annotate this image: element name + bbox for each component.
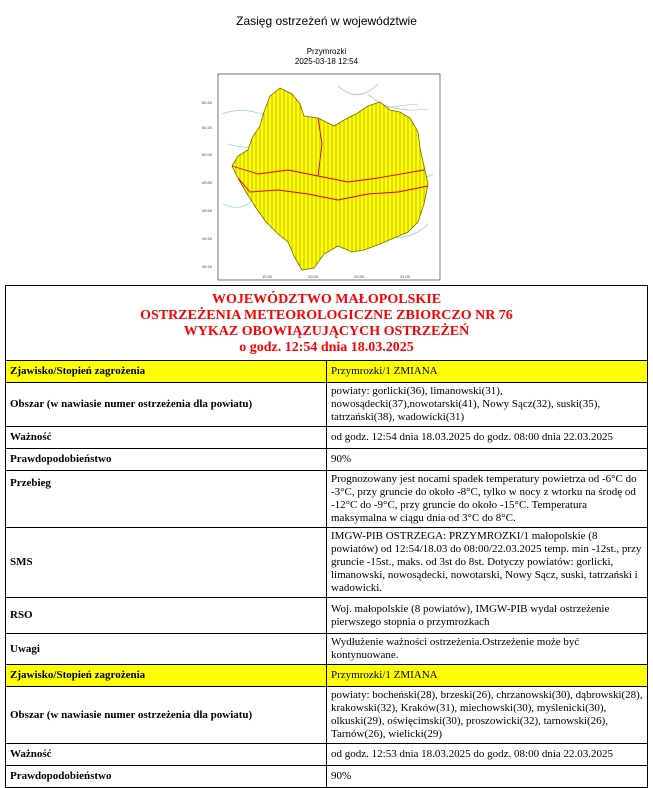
table-row xyxy=(6,598,648,634)
svg-text:49.20: 49.20 xyxy=(202,264,213,269)
row-value: powiaty: gorlicki(36), limanowski(31), nowosądecki(37),nowotarski(41), Nowy Sącz(32), suski(35), tatrzański(38), wadowicki(31) xyxy=(327,383,648,427)
row-label: Zjawisko/Stopień zagrożenia xyxy=(6,361,327,383)
map-heading: Zasięg ostrzeżeń w województwie xyxy=(236,14,417,28)
row-label: Prawdopodobieństwo xyxy=(6,766,327,788)
svg-text:19.50: 19.50 xyxy=(262,274,273,279)
table-row xyxy=(6,528,648,598)
table-row xyxy=(6,665,648,687)
warnings-table xyxy=(5,285,648,788)
row-value: Wydłużenie ważności ostrzeżenia.Ostrzeżenie może być kontynuowane. xyxy=(327,634,648,665)
row-value: od godz. 12:54 dnia 18.03.2025 do godz. 08:00 dnia 22.03.2025 xyxy=(327,427,648,449)
table-row xyxy=(6,471,648,528)
table-row xyxy=(6,449,648,471)
table-row xyxy=(6,766,648,788)
row-value: powiaty: bocheński(28), brzeski(26), chrzanowski(30), dąbrowski(28), krakowski(32), Kraków(31), miechowski(30), myślenicki(30), olkuski(29), oświęcimski(30), proszowicki(32), tarnowski(26), Tarnów(26), wielicki(29) xyxy=(327,687,648,744)
row-label: Ważność xyxy=(6,427,327,449)
row-label: SMS xyxy=(6,528,327,598)
row-value: Przymrozki/1 ZMIANA xyxy=(327,665,648,687)
svg-text:50.00: 50.00 xyxy=(202,152,213,157)
row-value: 90% xyxy=(327,766,648,788)
svg-text:50.20: 50.20 xyxy=(202,125,213,130)
row-label: Zjawisko/Stopień zagrożenia xyxy=(6,665,327,687)
row-value: od godz. 12:53 dnia 18.03.2025 do godz. 08:00 dnia 22.03.2025 xyxy=(327,744,648,766)
row-label: RSO xyxy=(6,598,327,634)
warning-map-section xyxy=(0,0,653,283)
svg-text:20.50: 20.50 xyxy=(354,274,365,279)
row-value: Prognozowany jest nocami spadek temperatury powietrza od -6°C do -3°C, przy gruncie do około -8°C, tylko w nocy z wtorku na środę od -12°C do -9°C, przy gruncie do około -15°C. Temperatura maksymalna w ciągu dnia od 3°C do 8°C. xyxy=(327,471,648,528)
header-line-2: OSTRZEŻENIA METEOROLOGICZNE ZBIORCZO NR 76 xyxy=(140,308,513,323)
row-label: Uwagi xyxy=(6,634,327,665)
svg-text:20.00: 20.00 xyxy=(308,274,319,279)
svg-text:49.60: 49.60 xyxy=(202,208,213,213)
lat-ticks xyxy=(202,100,213,269)
svg-text:50.40: 50.40 xyxy=(202,100,213,105)
table-header-row xyxy=(6,286,648,361)
row-label: Obszar (w nawiasie numer ostrzeżenia dla powiatu) xyxy=(6,383,327,427)
map-datetime: 2025-03-18 12:54 xyxy=(294,57,359,66)
row-label: Prawdopodobieństwo xyxy=(6,449,327,471)
row-label: Obszar (w nawiasie numer ostrzeżenia dla powiatu) xyxy=(6,687,327,744)
warning-map xyxy=(202,74,440,280)
table-row xyxy=(6,361,648,383)
map-phenomenon: Przymrozki xyxy=(306,47,347,56)
row-value: IMGW-PIB OSTRZEGA: PRZYMROZKI/1 małopolskie (8 powiatów) od 12:54/18.03 do 08:00/22.03.2025 temp. min -12st., przy gruncie -15st., maks. od 3st do 8st. Dotyczy powiatów: gorlicki, limanowski, nowosądecki, nowotarski, Nowy Sącz, suski, tatrzański i wadowicki. xyxy=(327,528,648,598)
svg-text:21.00: 21.00 xyxy=(400,274,411,279)
header-line-3: WYKAZ OBOWIĄZUJĄCYCH OSTRZEŻEŃ xyxy=(183,324,470,339)
table-row xyxy=(6,744,648,766)
row-value: Woj. małopolskie (8 powiatów), IMGW-PIB wydał ostrzeżenie pierwszego stopnia o przymrozkach xyxy=(327,598,648,634)
row-value: 90% xyxy=(327,449,648,471)
svg-text:49.40: 49.40 xyxy=(202,236,213,241)
table-row xyxy=(6,687,648,744)
row-label: Przebieg xyxy=(6,471,327,528)
table-row xyxy=(6,427,648,449)
table-row xyxy=(6,634,648,665)
row-value: Przymrozki/1 ZMIANA xyxy=(327,361,648,383)
table-header xyxy=(6,286,648,361)
header-line-1: WOJEWÓDZTWO MAŁOPOLSKIE xyxy=(211,292,442,307)
header-line-4: o godz. 12:54 dnia 18.03.2025 xyxy=(239,340,414,355)
row-label: Ważność xyxy=(6,744,327,766)
table-row xyxy=(6,383,648,427)
svg-text:49.80: 49.80 xyxy=(202,180,213,185)
